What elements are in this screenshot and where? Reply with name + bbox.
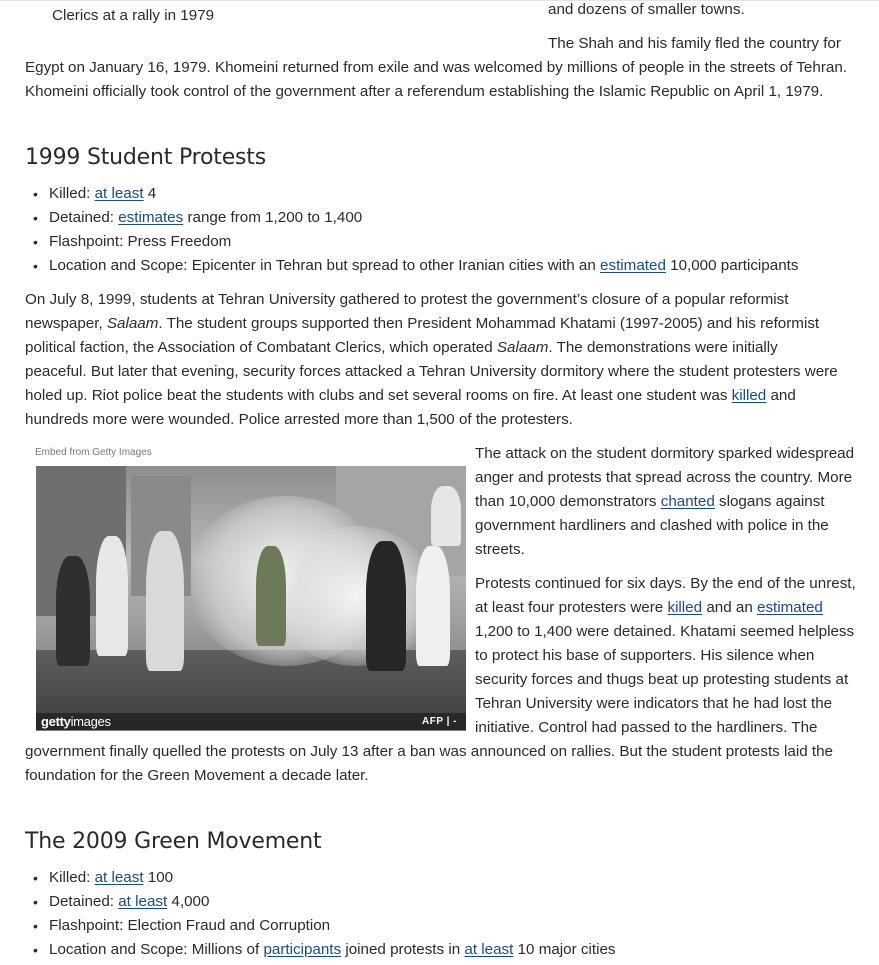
paragraph-line: The attack on the student dormitory sparked widespread [475,445,855,462]
paragraph-line: Khomeini officially took control of the government after a referendum establishing the Islamic Republic on April 1, 1979. [25,83,824,100]
link-at-least[interactable]: at least [464,941,514,958]
list-item-killed: • Killed: at least 4 [33,182,798,206]
paragraph-line: and dozens of smaller towns. [548,1,745,18]
bullet-icon: • [33,918,38,934]
link-killed[interactable]: killed [731,387,767,404]
paragraph-line: Egypt on January 16, 1979. Khomeini returned from exile and was welcomed by millions of people in the streets of Tehran. [25,59,847,76]
paragraph-line: The Shah and his family fled the country for [548,35,841,52]
paragraph-line: government hardliners and clashed with police in the [475,517,829,534]
link-at-least[interactable]: at least [94,869,144,886]
list-item-location: • Location and Scope: Millions of participants joined protests in at least 10 major cities [33,938,616,962]
list-item-detained: • Detained: estimates range from 1,200 to 1,400 [33,206,798,230]
paragraph-line: holed up. Riot police beat the students with clubs and set several rooms on fire. At least one student was killed and [25,387,796,404]
paragraph-line: at least four protesters were killed and an estimated [475,599,823,616]
link-estimates[interactable]: estimates [118,209,184,226]
list-item-killed: • Killed: at least 100 [33,866,616,890]
link-participants[interactable]: participants [263,941,342,958]
link-estimated[interactable]: estimated [600,257,666,274]
paragraph-line: anger and protests that spread across the country. More [475,469,853,486]
paragraph-line: peaceful. But later that evening, security forces attacked a Tehran University dormitory where the student protesters were [25,363,838,380]
link-estimated[interactable]: estimated [757,599,823,616]
protest-photo[interactable] [36,466,466,730]
link-at-least[interactable]: at least [94,185,144,202]
image-caption: Clerics at a rally in 1979 [52,7,215,24]
paragraph-line: Tehran University were indicators that he had lost the [475,695,833,712]
link-chanted[interactable]: chanted [660,493,715,510]
bullet-icon: • [33,210,38,226]
facts-list-1999 [33,182,798,278]
photo-credit-bar [36,713,466,731]
paragraph-line: government finally quelled the protests on July 13 after a ban was announced on rallies. But the student protests laid the [25,743,833,760]
bullet-icon: • [33,894,38,910]
link-killed[interactable]: killed [667,599,703,616]
facts-list-2009 [33,866,616,962]
paragraph-line: hundreds more were wounded. Police arrested more than 1,500 of the protesters. [25,411,573,428]
paragraph-line: than 10,000 demonstrators chanted slogans against [475,493,825,510]
list-item-detained: • Detained: at least 4,000 [33,890,616,914]
paragraph-line: initiative. Control had passed to the hardliners. The [475,719,818,736]
paragraph-line: to protect his base of supporters. His silence when [475,647,815,664]
embed-label[interactable]: Embed from Getty Images [35,447,152,458]
getty-images-logo[interactable]: gettyimages [41,714,111,729]
list-item-location: • Location and Scope: Epicenter in Tehran but spread to other Iranian cities with an estimated 10,000 participants [33,254,798,278]
photo-credit: AFP | - [422,716,458,727]
bullet-icon: • [33,186,38,202]
link-at-least[interactable]: at least [118,893,168,910]
paragraph-line: streets. [475,541,525,558]
section-heading-1999: 1999 Student Protests [25,145,266,170]
bullet-icon: • [33,942,38,958]
paragraph-line: Protests continued for six days. By the end of the unrest, [475,575,856,592]
bullet-icon: • [33,258,38,274]
paragraph-line: security forces and thugs beat up protesting students at [475,671,849,688]
paragraph-line: political faction, the Association of Combatant Clerics, which operated Salaam. The demonstrations were initially [25,339,778,356]
list-item-flashpoint: • Flashpoint: Election Fraud and Corruption [33,914,616,938]
paragraph-line: On July 8, 1999, students at Tehran University gathered to protest the government’s closure of a popular reformist [25,291,789,308]
paragraph-line: newspaper, Salaam. The student groups supported then President Mohammad Khatami (1997-2005) and his reformist [25,315,820,332]
getty-embed[interactable] [35,443,467,729]
paragraph-line: foundation for the Green Movement a decade later. [25,767,369,784]
list-item-flashpoint: • Flashpoint: Press Freedom [33,230,798,254]
bullet-icon: • [33,234,38,250]
section-heading-2009: The 2009 Green Movement [25,829,322,854]
paragraph-line: 1,200 to 1,400 were detained. Khatami seemed helpless [475,623,855,640]
bullet-icon: • [33,870,38,886]
